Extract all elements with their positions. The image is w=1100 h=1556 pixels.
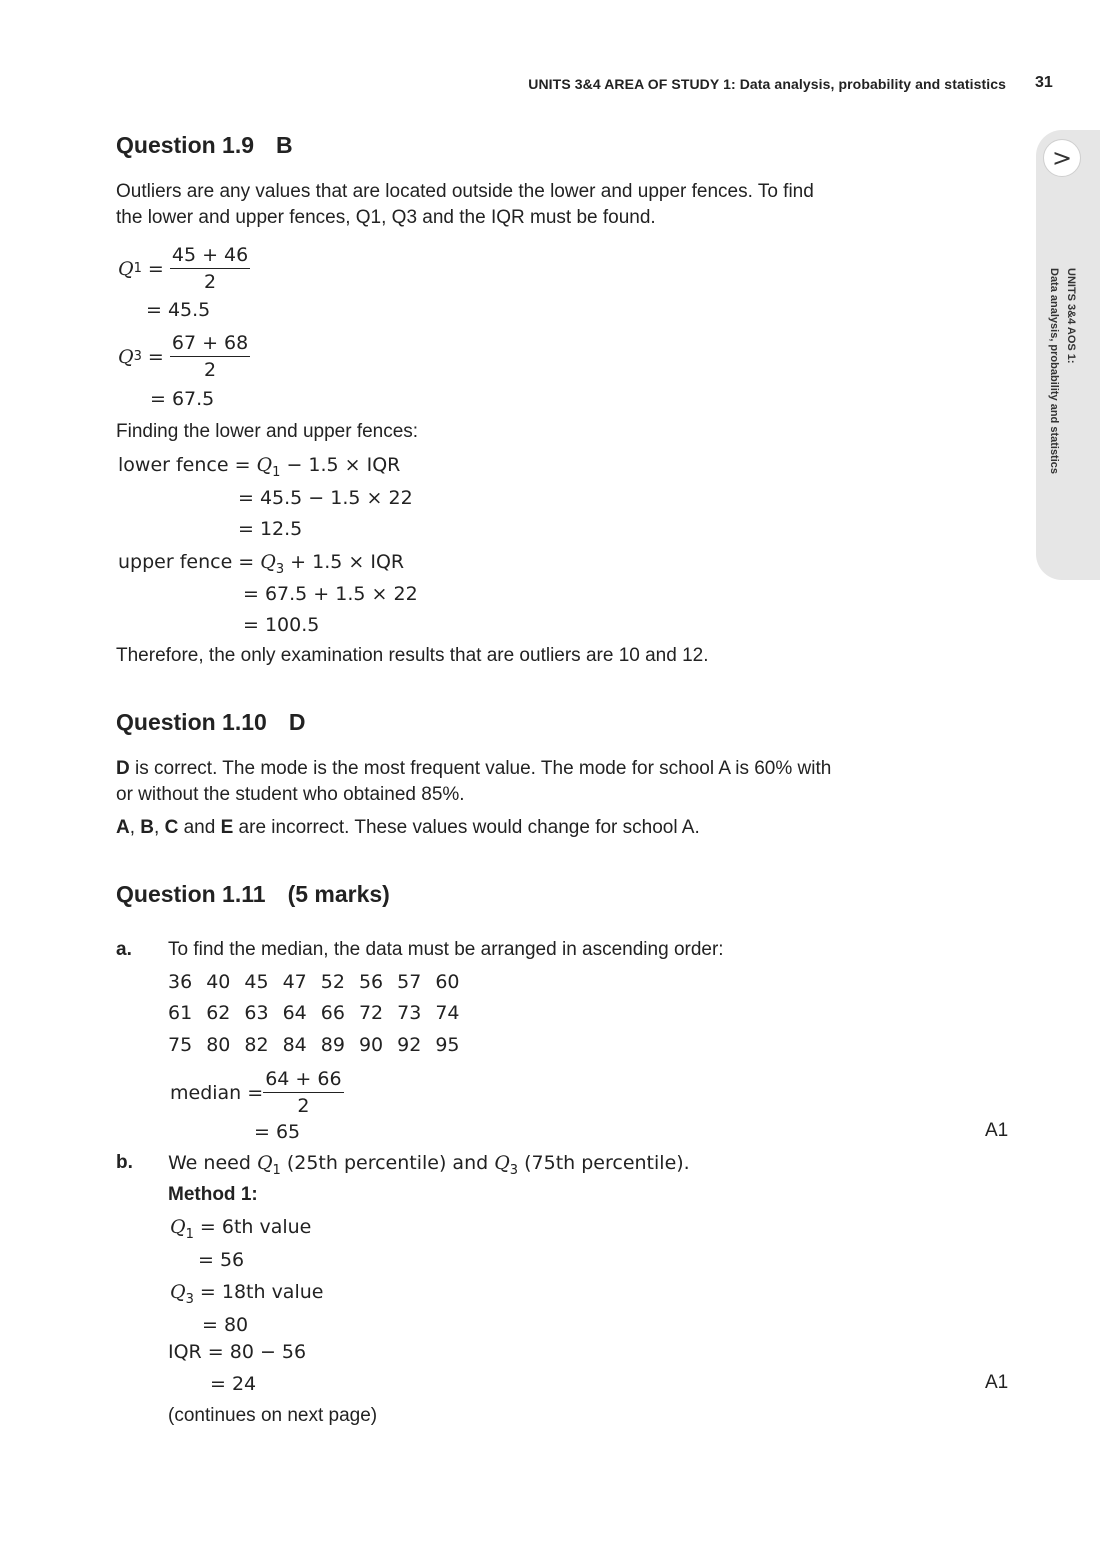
q19-conclusion: Therefore, the only examination results that are outliers are 10 and 12. <box>116 645 709 666</box>
q3-calculation: Q 3 = $\frac{67 + 68}{2}$ <box>118 332 249 381</box>
median-result: = 65 <box>254 1121 301 1143</box>
method-q1-result: = 56 <box>198 1249 245 1271</box>
iqr-line: IQR = 80 − 56 <box>168 1341 307 1363</box>
median-fraction: $\frac{64 + 66}{2}$ <box>265 1068 342 1117</box>
question-title: Question 1.11 <box>116 881 266 907</box>
data-row: 36 40 45 47 52 56 57 60 <box>168 971 460 993</box>
part-a-text: To find the median, the data must be arranged in ascending order: <box>168 939 724 960</box>
q1-subscript: 1 <box>133 261 142 276</box>
q3-symbol: Q <box>118 345 134 368</box>
method-q1-line: $Q_1 = 6th$ value <box>170 1216 312 1242</box>
upper-fence-line: upper fence = $Q_3 + 1.5$ × IQR <box>118 551 405 577</box>
next-arrow-icon[interactable]: > <box>1043 139 1081 177</box>
part-b-text: We need $Q_1$ (25th percentile) and $Q_3$ (75th percentile). <box>168 1152 690 1178</box>
mark-a1: A1 <box>985 1372 1009 1393</box>
part-a-label: a. <box>116 939 132 960</box>
iqr-result: = 24 <box>210 1373 257 1395</box>
q19-intro-line1: Outliers are any values that are located outside the lower and upper fences. To find <box>116 181 814 202</box>
question-title: Question 1.9 <box>116 132 255 158</box>
marks-label: (5 marks) <box>287 881 390 907</box>
q3-result: = 67.5 <box>150 388 215 410</box>
q3-subscript: 3 <box>133 349 142 364</box>
data-row: 61 62 63 64 66 72 73 74 <box>168 1002 460 1024</box>
method-q3-result: = 80 <box>202 1314 249 1336</box>
page-number: 31 <box>1035 74 1053 91</box>
q3-denominator: 2 <box>203 359 217 381</box>
method-label: Method 1: <box>168 1184 258 1205</box>
q3-fraction <box>170 332 250 381</box>
part-b-label: b. <box>116 1152 133 1173</box>
side-tab-label <box>1045 268 1079 474</box>
question-title: Question 1.10 <box>116 709 267 735</box>
q110-para1-line1: D is correct. The mode is the most frequent value. The mode for school A is 60% with <box>116 758 832 779</box>
q1-calculation: Q 1 = $\frac{45 + 46}{2}$ <box>118 244 249 293</box>
upper-fence-result: = 100.5 <box>243 614 320 636</box>
q1-denominator: 2 <box>203 271 217 293</box>
q110-para2: A, B, C and E are incorrect. These values would change for school A. <box>116 817 700 838</box>
question-1-11-heading <box>116 881 390 908</box>
side-tab-line1: UNITS 3&4 AOS 1: <box>1065 268 1077 364</box>
answer-letter: D <box>288 709 306 735</box>
lower-fence-step2: = 45.5 − 1.5 × 22 <box>238 487 413 509</box>
lower-fence-result: = 12.5 <box>238 518 303 540</box>
q1-numerator: 45 + 46 <box>170 244 250 269</box>
q1-fraction <box>170 244 250 293</box>
q19-intro-line2: the lower and upper fences, Q1, Q3 and the IQR must be found. <box>116 207 656 228</box>
q1-result: = 45.5 <box>146 299 211 321</box>
question-1-10-heading <box>116 709 305 736</box>
q3-numerator: 67 + 68 <box>170 332 250 357</box>
q110-para1-line2: or without the student who obtained 85%. <box>116 784 465 805</box>
running-header: UNITS 3&4 AREA OF STUDY 1: Data analysis, probability and statistics <box>528 76 1006 92</box>
fences-intro: Finding the lower and upper fences: <box>116 421 419 442</box>
q1-symbol: Q <box>118 257 134 280</box>
median-calculation: median = $\frac{64 + 66}{2}$ <box>170 1068 342 1117</box>
upper-fence-step2: = 67.5 + 1.5 × 22 <box>243 583 418 605</box>
side-tab-line2: Data analysis, probability and statistics <box>1048 268 1060 475</box>
continues-note: (continues on next page) <box>168 1405 378 1426</box>
data-row: 75 80 82 84 89 90 92 95 <box>168 1034 460 1056</box>
method-q3-line: $Q_3 = 18th$ value <box>170 1281 324 1307</box>
question-1-9-heading <box>116 132 293 159</box>
mark-a1: A1 <box>985 1120 1009 1141</box>
answer-letter: B <box>276 132 293 158</box>
lower-fence-line: lower fence = $Q_1 - 1.5$ × IQR <box>118 454 401 480</box>
